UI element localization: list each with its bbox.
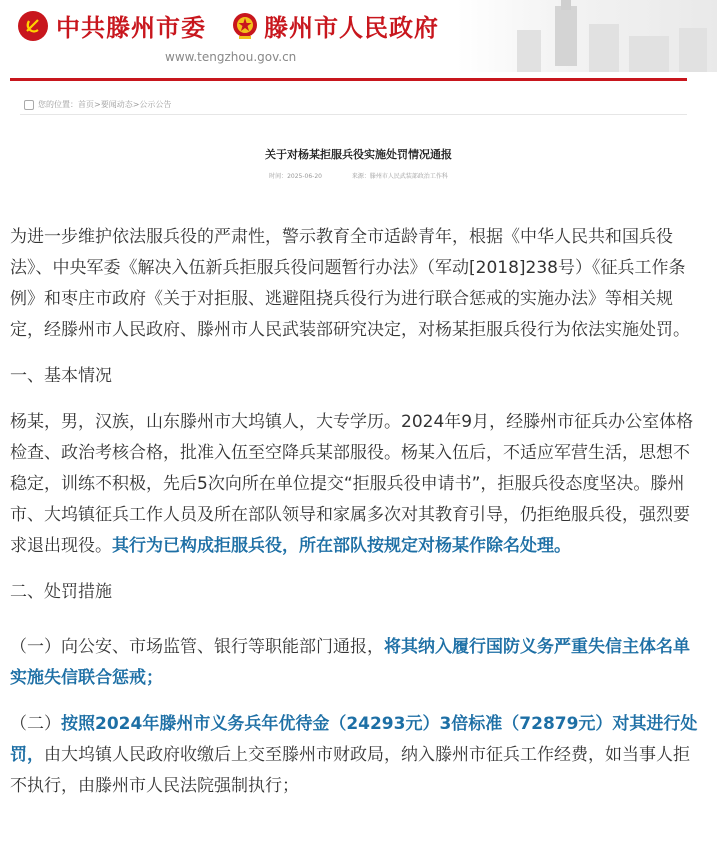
site-url: www.tengzhou.gov.cn	[165, 50, 297, 64]
article-meta	[0, 171, 717, 180]
article-date: 时间：2025-06-20	[269, 173, 322, 180]
pagoda-silhouette	[555, 6, 577, 66]
building-silhouette	[629, 36, 669, 72]
measure-1-highlight: 将其纳入履行国防义务严重失信主体名单实施失信联合惩戒；	[10, 637, 690, 688]
article-source: 来源：滕州市人民武装部政治工作科	[351, 173, 448, 180]
breadcrumb-separator: >	[94, 100, 101, 109]
breadcrumb-item-home[interactable]: 首页	[78, 100, 94, 109]
measure-1-text: （一）向公安、市场监管、银行等职能部门通报，	[10, 637, 384, 657]
measure-1-paragraph	[10, 632, 700, 694]
party-emblem-icon	[18, 11, 48, 41]
breadcrumb-label: 您的位置：	[38, 100, 78, 109]
intro-paragraph: 为进一步维护依法服兵役的严肃性，警示教育全市适龄青年，根据《中华人民共和国兵役法》、中央军委《解决入伍新兵拒服兵役问题暂行办法》（军动[2018]238号）《征兵工作条例》和枣庄市政府《关于对拒服、逃避阻挠兵役行为进行联合惩戒的实施办法》等相关规定，经滕州市人民政府、滕州市人民武装部研究决定，对杨某拒服兵役行为依法实施处罚。	[10, 227, 690, 340]
location-icon	[24, 100, 34, 110]
party-committee-title[interactable]: 中共滕州市委	[56, 14, 206, 42]
measure-2-text: 由大坞镇人民政府收缴后上交至滕州市财政局，纳入滕州市征兵工作经费，如当事人拒不执行，由滕州市人民法院强制执行；	[10, 745, 690, 796]
building-silhouette	[589, 24, 619, 72]
header-logos	[18, 8, 439, 43]
site-header	[0, 0, 717, 80]
section-heading-basic-info: 一、基本情况	[10, 366, 112, 386]
breadcrumb	[24, 99, 171, 110]
article-body	[10, 222, 700, 817]
city-skyline-banner	[457, 0, 717, 72]
breadcrumb-item-notices[interactable]: 公示公告	[139, 100, 172, 109]
measure-2-prefix: （二）	[10, 714, 61, 734]
breadcrumb-item-news[interactable]: 要闻动态	[100, 100, 133, 109]
measure-2-highlight: 按照2024年滕州市义务兵年优待金（24293元）3倍标准（72879元）对其进行处罚，	[10, 714, 698, 765]
breadcrumb-separator: >	[132, 100, 140, 109]
article-title: 关于对杨某拒服兵役实施处罚情况通报	[265, 148, 452, 161]
pagoda-silhouette	[561, 0, 571, 10]
basic-info-highlight: 其行为已构成拒服兵役，所在部队按规定对杨某作除名处理。	[112, 536, 571, 556]
breadcrumb-divider	[20, 114, 687, 115]
basic-info-paragraph	[10, 407, 700, 562]
basic-info-text: 杨某，男，汉族，山东滕州市大坞镇人，大专学历。2024年9月，经滕州市征兵办公室体格检查、政治考核合格，批准入伍至空降兵某部服役。杨某入伍后，不适应军营生活，思想不稳定，训练不积极，先后5次向所在单位提交“拒服兵役申请书”，拒服兵役态度坚决。滕州市、大坞镇征兵工作人员及所在部队领导和家属多次对其教育引导，仍拒绝服兵役，强烈要求退出现役。	[10, 412, 694, 556]
header-divider	[10, 78, 687, 81]
building-silhouette	[679, 28, 707, 72]
government-title[interactable]: 滕州市人民政府	[264, 14, 439, 42]
section-heading-measures: 二、处罚措施	[10, 582, 112, 602]
building-silhouette	[517, 30, 541, 72]
measure-2-paragraph	[10, 709, 700, 802]
national-emblem-icon	[232, 12, 258, 40]
